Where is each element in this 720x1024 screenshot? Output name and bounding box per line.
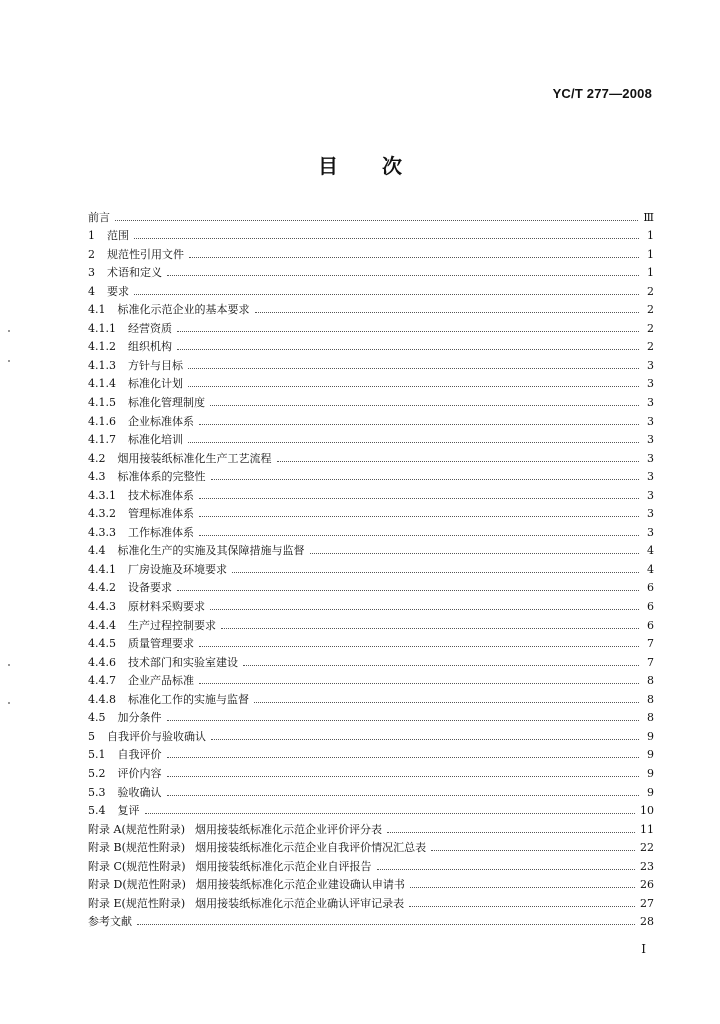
dot-leader — [177, 590, 639, 591]
toc-entry — [88, 262, 654, 281]
standard-code: YC/T 277—2008 — [552, 86, 652, 101]
toc-entry-page: 22 — [640, 841, 654, 855]
toc-entry-title: 范围 — [107, 229, 129, 243]
toc-entry — [88, 354, 654, 373]
toc-entry-title: 烟用接装纸标准化示范企业自评报告 — [195, 859, 372, 873]
dot-leader — [199, 424, 639, 425]
toc-entry-title: 技术标准体系 — [128, 488, 194, 502]
toc-entry-page: 3 — [647, 470, 654, 484]
toc-entry-title: 自我评价与验收确认 — [107, 729, 206, 743]
toc-entry — [88, 466, 654, 485]
dot-leader — [255, 312, 640, 313]
toc-entry-page: 6 — [647, 581, 654, 595]
toc-entry — [88, 911, 654, 930]
toc-entry — [88, 633, 654, 652]
toc-entry-page: 1 — [647, 229, 654, 243]
toc-entry-number: 4.4 — [88, 544, 106, 558]
toc-entry-page: 28 — [640, 915, 654, 929]
toc-entry-page: 26 — [640, 878, 654, 892]
toc-entry-title: 企业产品标准 — [128, 674, 194, 688]
dot-leader — [189, 257, 639, 258]
toc-entry-title: 质量管理要求 — [128, 637, 194, 651]
scan-speck — [8, 664, 10, 666]
toc-entry-number: 附录 B(规范性附录) — [88, 841, 186, 855]
toc-entry-page: 9 — [647, 766, 654, 780]
dot-leader — [310, 553, 640, 554]
toc-entry-title: 标准化生产的实施及其保障措施与监督 — [117, 544, 305, 558]
toc-entry-page: 6 — [647, 618, 654, 632]
toc-entry-number: 4.1.4 — [88, 377, 116, 391]
toc-entry-number: 4.3.1 — [88, 488, 116, 502]
dot-leader — [199, 516, 639, 517]
toc-entry-title: 组织机构 — [128, 340, 172, 354]
toc-entry-title: 烟用接装纸标准化示范企业评价评分表 — [195, 822, 383, 836]
toc-entry-title: 工作标准体系 — [128, 525, 194, 539]
toc-entry-title: 烟用接装纸标准化生产工艺流程 — [117, 451, 272, 465]
toc-entry — [88, 447, 654, 466]
toc-entry — [88, 484, 654, 503]
toc-entry — [88, 670, 654, 689]
toc-entry — [88, 299, 654, 318]
toc-entry-title: 复评 — [117, 804, 140, 818]
toc-entry-title: 烟用接装纸标准化示范企业建设确认申请书 — [195, 878, 405, 892]
dot-leader — [199, 498, 639, 499]
toc-entry-title: 标准化工作的实施与监督 — [128, 692, 249, 706]
toc-entry — [88, 280, 654, 299]
dot-leader — [188, 368, 639, 369]
toc-entry-page: 23 — [640, 859, 654, 873]
scan-speck — [8, 330, 10, 332]
toc-entry-number: 4.5 — [88, 711, 106, 725]
toc-entry-number: 4.1.2 — [88, 340, 116, 354]
toc-entry-number: 附录 E(规范性附录) — [88, 896, 186, 910]
toc-entry-number: 5.4 — [88, 804, 106, 818]
toc-entry-title: 标准化计划 — [128, 377, 183, 391]
toc-entry-page: 7 — [647, 637, 654, 651]
toc-entry-title: 生产过程控制要求 — [128, 618, 216, 632]
scan-speck — [8, 360, 10, 362]
toc-entry — [88, 225, 654, 244]
toc-entry-title: 管理标准体系 — [128, 507, 194, 521]
toc-entry-number: 4.1.1 — [88, 321, 116, 335]
toc-entry-number: 4.1.6 — [88, 414, 116, 428]
toc-entry-title: 规范性引用文件 — [107, 247, 184, 261]
dot-leader — [221, 628, 639, 629]
toc-entry-number: 4.4.4 — [88, 618, 116, 632]
dot-leader — [134, 238, 639, 239]
toc-entry — [88, 558, 654, 577]
toc-entry-number: 4.4.3 — [88, 600, 116, 614]
dot-leader — [167, 776, 640, 777]
toc-entry — [88, 577, 654, 596]
toc-entry-page: 3 — [647, 433, 654, 447]
dot-leader — [387, 832, 635, 833]
page-title — [0, 150, 720, 179]
toc-entry-number: 5 — [88, 729, 95, 743]
toc-entry-number: 5.2 — [88, 766, 106, 780]
toc-entry — [88, 410, 654, 429]
toc-entry-number: 2 — [88, 247, 95, 261]
toc-entry — [88, 391, 654, 410]
dot-leader — [243, 665, 639, 666]
toc-entry-page: 7 — [647, 655, 654, 669]
toc-entry-page: 9 — [647, 729, 654, 743]
toc-entry — [88, 317, 654, 336]
toc-entry — [88, 336, 654, 355]
dot-leader — [177, 331, 639, 332]
toc-entry — [88, 874, 654, 893]
toc-entry-number: 4.2 — [88, 451, 106, 465]
toc-entry-number: 4.3 — [88, 470, 106, 484]
toc-entry-title: 设备要求 — [128, 581, 172, 595]
toc-entry-title: 经营资质 — [128, 321, 172, 335]
dot-leader — [409, 906, 635, 907]
toc-entry-title: 烟用接装纸标准化示范企业自我评价情况汇总表 — [195, 841, 427, 855]
toc-entry-title: 技术部门和实验室建设 — [128, 655, 238, 669]
title-char-2: 次 — [382, 154, 402, 178]
toc-entry — [88, 762, 654, 781]
toc-entry-title: 标准化管理制度 — [128, 396, 205, 410]
dot-leader — [167, 275, 639, 276]
toc-entry-title: 原材料采购要求 — [128, 600, 205, 614]
toc-entry-page: 8 — [647, 711, 654, 725]
toc-entry — [88, 837, 654, 856]
toc-entry-page: Ⅲ — [643, 210, 654, 224]
toc-entry-title: 标准化培训 — [128, 433, 183, 447]
toc-entry-number: 附录 C(规范性附录) — [88, 859, 186, 873]
toc-entry — [88, 651, 654, 670]
dot-leader — [377, 869, 636, 870]
toc-entry-page: 10 — [640, 804, 654, 818]
table-of-contents — [88, 206, 654, 929]
dot-leader — [134, 294, 639, 295]
toc-entry — [88, 855, 654, 874]
toc-entry-page: 9 — [647, 748, 654, 762]
dot-leader — [211, 479, 640, 480]
toc-entry-title: 术语和定义 — [107, 266, 162, 280]
dot-leader — [115, 220, 638, 221]
toc-entry — [88, 707, 654, 726]
toc-entry-title: 评价内容 — [117, 766, 162, 780]
toc-entry — [88, 429, 654, 448]
toc-entry-number: 1 — [88, 229, 95, 243]
toc-entry-page: 2 — [647, 340, 654, 354]
toc-entry-page: 1 — [647, 247, 654, 261]
toc-entry — [88, 800, 654, 819]
toc-entry-title: 要求 — [107, 284, 129, 298]
dot-leader — [211, 739, 639, 740]
dot-leader — [177, 349, 639, 350]
toc-entry — [88, 614, 654, 633]
scan-speck — [8, 702, 10, 704]
toc-entry-number: 4.1.5 — [88, 396, 116, 410]
toc-entry — [88, 744, 654, 763]
toc-entry-title: 方针与目标 — [128, 358, 183, 372]
dot-leader — [167, 795, 640, 796]
dot-leader — [210, 609, 639, 610]
toc-entry-page: 2 — [647, 284, 654, 298]
toc-entry — [88, 595, 654, 614]
toc-entry — [88, 521, 654, 540]
toc-entry-number: 4.4.6 — [88, 655, 116, 669]
toc-entry-page: 9 — [647, 785, 654, 799]
toc-entry-number: 5.1 — [88, 748, 106, 762]
toc-entry-page: 8 — [647, 692, 654, 706]
toc-entry — [88, 818, 654, 837]
dot-leader — [277, 461, 640, 462]
toc-entry-title: 标准化示范企业的基本要求 — [117, 303, 250, 317]
toc-entry-number: 4 — [88, 284, 95, 298]
dot-leader — [232, 572, 639, 573]
toc-entry-page: 3 — [647, 525, 654, 539]
toc-entry-number: 4.1 — [88, 303, 106, 317]
toc-entry-page: 1 — [647, 266, 654, 280]
toc-entry — [88, 243, 654, 262]
toc-entry — [88, 892, 654, 911]
toc-entry-page: 3 — [647, 414, 654, 428]
toc-entry-page: 3 — [647, 377, 654, 391]
toc-entry-number: 4.4.1 — [88, 562, 116, 576]
toc-entry-page: 8 — [647, 674, 654, 688]
dot-leader — [188, 386, 639, 387]
toc-entry-page: 3 — [647, 396, 654, 410]
toc-entry — [88, 206, 654, 225]
toc-entry-number: 5.3 — [88, 785, 106, 799]
dot-leader — [145, 813, 636, 814]
dot-leader — [199, 535, 639, 536]
toc-entry-page: 6 — [647, 600, 654, 614]
toc-entry-number: 4.3.3 — [88, 525, 116, 539]
toc-entry-number: 3 — [88, 266, 95, 280]
toc-entry-title: 厂房设施及环境要求 — [128, 562, 227, 576]
toc-entry-title: 加分条件 — [117, 711, 162, 725]
toc-entry-page: 3 — [647, 451, 654, 465]
toc-entry — [88, 781, 654, 800]
toc-entry-number: 4.3.2 — [88, 507, 116, 521]
toc-entry-page: 11 — [640, 822, 654, 836]
toc-entry-number: 附录 D(规范性附录) — [88, 878, 186, 892]
toc-entry-page: 3 — [647, 358, 654, 372]
toc-entry-page: 27 — [640, 896, 654, 910]
toc-entry-number: 4.1.7 — [88, 433, 116, 447]
toc-entry-page: 2 — [647, 321, 654, 335]
dot-leader — [188, 442, 639, 443]
toc-entry-number: 4.4.5 — [88, 637, 116, 651]
toc-entry-page: 2 — [647, 303, 654, 317]
toc-entry — [88, 725, 654, 744]
dot-leader — [199, 683, 639, 684]
footer-page-number: I — [641, 942, 646, 956]
dot-leader — [410, 887, 635, 888]
toc-entry-title: 烟用接装纸标准化示范企业确认评审记录表 — [195, 896, 405, 910]
toc-entry-title: 前言 — [88, 210, 110, 224]
toc-entry-page: 4 — [647, 544, 654, 558]
dot-leader — [431, 850, 635, 851]
dot-leader — [167, 757, 640, 758]
toc-entry-title: 标准体系的完整性 — [117, 470, 206, 484]
dot-leader — [137, 924, 635, 925]
toc-entry — [88, 373, 654, 392]
toc-entry — [88, 540, 654, 559]
toc-entry — [88, 503, 654, 522]
toc-entry-page: 3 — [647, 488, 654, 502]
toc-entry-number: 4.4.7 — [88, 674, 116, 688]
toc-entry-page: 4 — [647, 562, 654, 576]
toc-entry-page: 3 — [647, 507, 654, 521]
toc-entry-title: 验收确认 — [117, 785, 162, 799]
title-char-1: 目 — [318, 154, 338, 178]
dot-leader — [210, 405, 639, 406]
toc-entry-number: 4.4.2 — [88, 581, 116, 595]
dot-leader — [254, 702, 639, 703]
toc-entry-number: 附录 A(规范性附录) — [88, 822, 186, 836]
toc-entry — [88, 688, 654, 707]
toc-entry-title: 企业标准体系 — [128, 414, 194, 428]
toc-entry-title: 自我评价 — [117, 748, 162, 762]
toc-entry-number: 4.1.3 — [88, 358, 116, 372]
dot-leader — [167, 720, 640, 721]
toc-entry-title: 参考文献 — [88, 915, 132, 929]
toc-entry-number: 4.4.8 — [88, 692, 116, 706]
dot-leader — [199, 646, 639, 647]
